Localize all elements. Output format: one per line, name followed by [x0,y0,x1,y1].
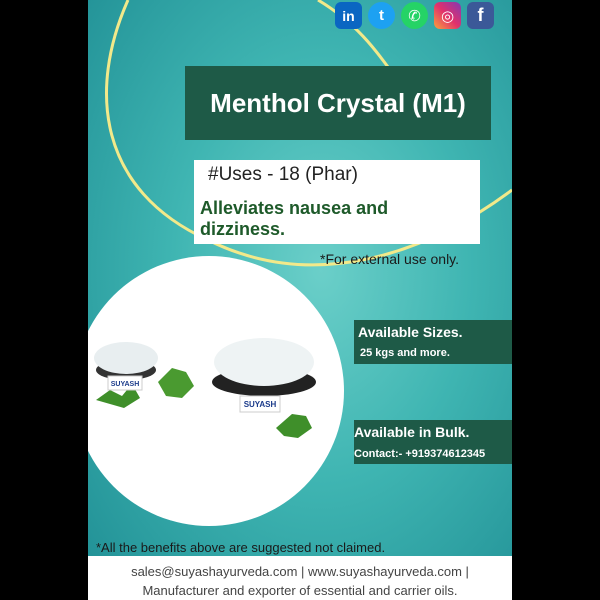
instagram-icon[interactable]: ◎ [434,2,461,29]
uses-description: Alleviates nausea and dizziness. [200,198,389,239]
social-icons [335,2,494,29]
facebook-icon[interactable]: f [467,2,494,29]
disclaimer: *All the benefits above are suggested not claimed. [96,540,386,555]
contact-number: Contact:- +919374612345 [354,448,486,460]
sizes-box [354,320,512,364]
twitter-icon[interactable]: t [368,2,395,29]
external-use-note: *For external use only. [320,251,460,267]
footer-contact: sales@suyashayurveda.com | www.suyashayurveda.com | [131,564,469,579]
brand-label-1: SUYASH [110,381,140,388]
uses-card [194,160,480,244]
sizes-heading: Available Sizes. [358,324,463,340]
product-image [88,330,338,450]
product-title: Menthol Crystal (M1) [185,66,491,140]
brand-label-2: SUYASH [243,400,277,409]
sizes-value: 25 kgs and more. [360,347,450,359]
bulk-heading: Available in Bulk. [354,424,470,440]
whatsapp-icon[interactable]: ✆ [401,2,428,29]
footer-tagline: Manufacturer and exporter of essential and carrier oils. [142,583,458,598]
poster [88,0,512,600]
uses-heading: #Uses - 18 (Phar) [208,164,358,185]
footer [88,556,512,600]
linkedin-icon[interactable]: in [335,2,362,29]
bulk-box [354,420,512,464]
